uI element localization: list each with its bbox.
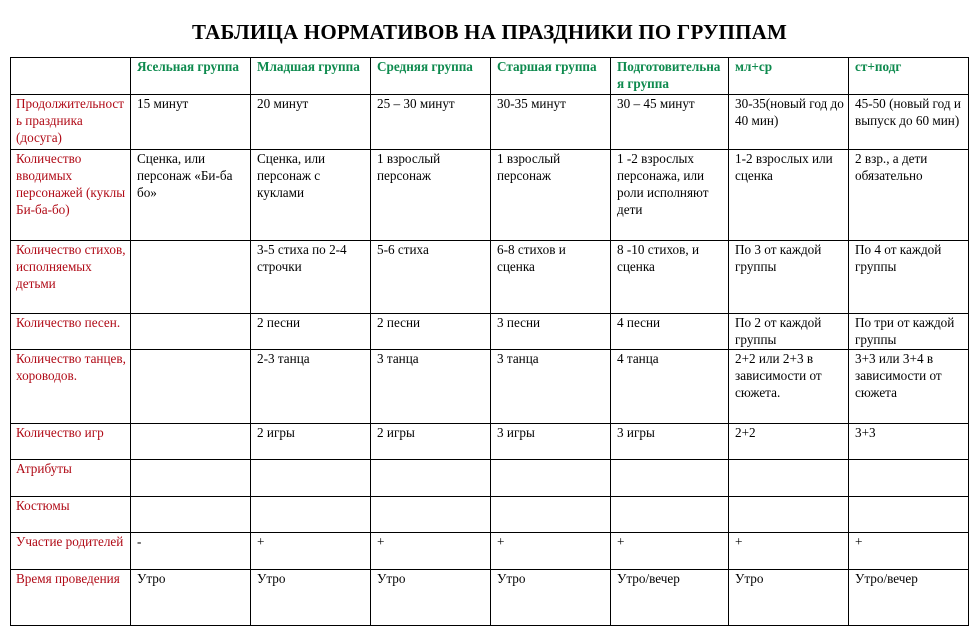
norms-table (10, 57, 969, 626)
table-cell (729, 460, 849, 497)
table-cell: - (131, 533, 251, 570)
table-cell: 2 игры (371, 424, 491, 460)
table-cell: 2 взр., а дети обязательно (849, 150, 969, 241)
table-row (11, 460, 969, 497)
table-cell: 1 взрослый персонаж (371, 150, 491, 241)
table-cell (849, 460, 969, 497)
table-cell (729, 497, 849, 533)
row-header: Участие родителей (11, 533, 131, 570)
table-cell (491, 460, 611, 497)
table-cell: 2 песни (371, 314, 491, 350)
table-cell: 3 танца (491, 350, 611, 424)
col-header-nursery: Ясельная группа (131, 58, 251, 95)
table-cell: + (611, 533, 729, 570)
corner-cell (11, 58, 131, 95)
row-header: Количество танцев, хороводов. (11, 350, 131, 424)
table-cell: 2 игры (251, 424, 371, 460)
table-cell: 1 -2 взрослых персонажа, или роли исполняют дети (611, 150, 729, 241)
table-cell: 30-35 минут (491, 95, 611, 150)
col-header-senior: Старшая группа (491, 58, 611, 95)
col-header-junior-middle: мл+ср (729, 58, 849, 95)
table-row (11, 95, 969, 150)
table-cell: 15 минут (131, 95, 251, 150)
row-header: Количество стихов, исполняемых детьми (11, 241, 131, 314)
table-row (11, 314, 969, 350)
table-cell: По 3 от каждой группы (729, 241, 849, 314)
table-row (11, 150, 969, 241)
table-cell: 3+3 или 3+4 в зависимости от сюжета (849, 350, 969, 424)
table-cell: 3 игры (611, 424, 729, 460)
table-cell: 6-8 стихов и сценка (491, 241, 611, 314)
table-cell (131, 424, 251, 460)
table-cell: Утро/вечер (611, 570, 729, 626)
table-cell: Сценка, или персонаж «Би-ба бо» (131, 150, 251, 241)
table-cell: + (729, 533, 849, 570)
table-cell: 4 танца (611, 350, 729, 424)
table-cell: 2+2 (729, 424, 849, 460)
table-cell: 45-50 (новый год и выпуск до 60 мин) (849, 95, 969, 150)
table-cell: 30-35(новый год до 40 мин) (729, 95, 849, 150)
table-cell (251, 497, 371, 533)
table-cell: Утро (729, 570, 849, 626)
table-cell (849, 497, 969, 533)
row-header: Количество вводимых персонажей (куклы Би-ба-бо) (11, 150, 131, 241)
table-cell: 3-5 стиха по 2-4 строчки (251, 241, 371, 314)
table-cell: Утро (251, 570, 371, 626)
table-cell: + (371, 533, 491, 570)
table-row (11, 497, 969, 533)
table-cell: 1-2 взрослых или сценка (729, 150, 849, 241)
table-cell: 4 песни (611, 314, 729, 350)
table-cell: По 2 от каждой группы (729, 314, 849, 350)
table-cell: Утро (371, 570, 491, 626)
table-cell: 3+3 (849, 424, 969, 460)
row-header: Время проведения (11, 570, 131, 626)
table-cell (131, 241, 251, 314)
table-cell: 8 -10 стихов, и сценка (611, 241, 729, 314)
table-cell (131, 497, 251, 533)
table-cell (611, 497, 729, 533)
table-cell (131, 314, 251, 350)
table-cell: + (849, 533, 969, 570)
table-cell: 25 – 30 минут (371, 95, 491, 150)
table-cell: 2+2 или 2+3 в зависимости от сюжета. (729, 350, 849, 424)
table-cell: Сценка, или персонаж с куклами (251, 150, 371, 241)
table-cell: Утро/вечер (849, 570, 969, 626)
table-cell (131, 460, 251, 497)
row-header: Костюмы (11, 497, 131, 533)
table-row (11, 241, 969, 314)
table-cell: 3 песни (491, 314, 611, 350)
table-cell: По три от каждой группы (849, 314, 969, 350)
table-cell (131, 350, 251, 424)
table-cell: 2 песни (251, 314, 371, 350)
table-cell: Утро (131, 570, 251, 626)
page-title: ТАБЛИЦА НОРМАТИВОВ НА ПРАЗДНИКИ ПО ГРУППАМ (191, 20, 788, 44)
header-row (11, 58, 969, 95)
table-cell (491, 497, 611, 533)
table-cell: 2-3 танца (251, 350, 371, 424)
table-cell (611, 460, 729, 497)
table-cell: 30 – 45 минут (611, 95, 729, 150)
table-cell: + (251, 533, 371, 570)
table-cell: По 4 от каждой группы (849, 241, 969, 314)
table-cell: 3 игры (491, 424, 611, 460)
col-header-senior-prep: ст+подг (849, 58, 969, 95)
table-cell: 3 танца (371, 350, 491, 424)
table-cell (371, 460, 491, 497)
col-header-preparatory: Подготовительная группа (611, 58, 729, 95)
table-row (11, 533, 969, 570)
table-cell (371, 497, 491, 533)
row-header: Атрибуты (11, 460, 131, 497)
table-cell: 1 взрослый персонаж (491, 150, 611, 241)
col-header-junior: Младшая группа (251, 58, 371, 95)
row-header: Количество игр (11, 424, 131, 460)
table-cell: 20 минут (251, 95, 371, 150)
row-header: Продолжительность праздника (досуга) (11, 95, 131, 150)
col-header-middle: Средняя группа (371, 58, 491, 95)
table-cell (251, 460, 371, 497)
table-row (11, 424, 969, 460)
table-cell: + (491, 533, 611, 570)
row-header: Количество песен. (11, 314, 131, 350)
table-row (11, 570, 969, 626)
table-cell: Утро (491, 570, 611, 626)
table-row (11, 350, 969, 424)
table-cell: 5-6 стиха (371, 241, 491, 314)
